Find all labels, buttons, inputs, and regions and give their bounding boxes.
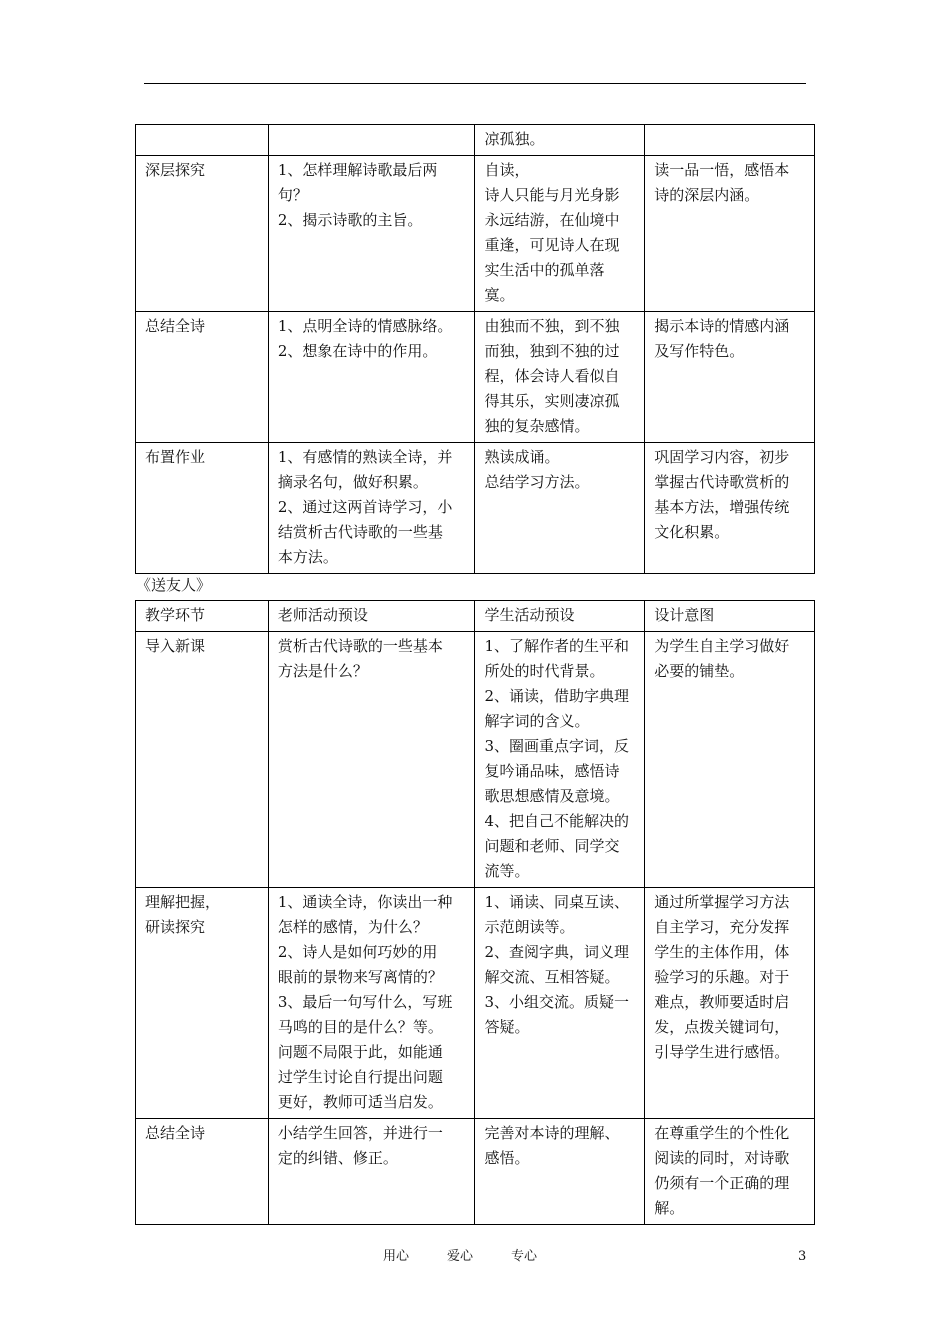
- table-cell: [268, 125, 475, 156]
- table-cell: 巩固学习内容，初步 掌握古代诗歌赏析的 基本方法，增强传统 文化积累。: [645, 443, 815, 574]
- table-cell: 赏析古代诗歌的一些基本 方法是什么？: [268, 632, 475, 888]
- table-cell: 1、诵读、同桌互读、 示范朗读等。 2、查阅字典，词义理 解交流、互相答疑。 3、小组交流。质疑一 答疑。: [475, 888, 645, 1119]
- lesson-plan-table-continued: [135, 124, 815, 574]
- table-cell: 布置作业: [136, 443, 269, 574]
- footer-motto-3: 专心: [511, 1249, 538, 1264]
- table-cell: 读一品一悟，感悟本 诗的深层内涵。: [645, 156, 815, 312]
- table-cell: 深层探究: [136, 156, 269, 312]
- table2-body: [136, 632, 815, 1225]
- table-cell: 1、怎样理解诗歌最后两 句？ 2、揭示诗歌的主旨。: [268, 156, 475, 312]
- table-row: [136, 1119, 815, 1225]
- table2-header: [136, 601, 815, 632]
- table-cell: 理解把握， 研读探究: [136, 888, 269, 1119]
- table1-body: [136, 125, 815, 574]
- header-cell-intent: 设计意图: [645, 601, 815, 632]
- table-cell: 凉孤独。: [475, 125, 645, 156]
- table-cell: 在尊重学生的个性化 阅读的同时，对诗歌 仍须有一个正确的理 解。: [645, 1119, 815, 1225]
- table-cell: 总结全诗: [136, 1119, 269, 1225]
- table-cell: 揭示本诗的情感内涵 及写作特色。: [645, 312, 815, 443]
- table-cell: 熟读成诵。 总结学习方法。: [475, 443, 645, 574]
- table-cell: 完善对本诗的理解、 感悟。: [475, 1119, 645, 1225]
- header-cell-teacher: 老师活动预设: [268, 601, 475, 632]
- header-cell-stage: 教学环节: [136, 601, 269, 632]
- table-cell: 导入新课: [136, 632, 269, 888]
- table-cell: 总结全诗: [136, 312, 269, 443]
- footer-motto-2: 爱心: [447, 1249, 474, 1264]
- section-title: 《送友人》: [136, 576, 212, 594]
- table-row: [136, 888, 815, 1119]
- table-row: [136, 312, 815, 443]
- header-cell-student: 学生活动预设: [475, 601, 645, 632]
- table-cell: 自读， 诗人只能与月光身影 永远结游，在仙境中 重逢，可见诗人在现 实生活中的孤单落 寞。: [475, 156, 645, 312]
- header-rule: [144, 83, 806, 84]
- footer-motto-1: 用心: [383, 1249, 410, 1264]
- table-cell: [645, 125, 815, 156]
- table-cell: 为学生自主学习做好 必要的铺垫。: [645, 632, 815, 888]
- table-cell: 通过所掌握学习方法 自主学习，充分发挥 学生的主体作用，体 验学习的乐趣。对于 难点，教师要适时启 发，点拨关键词句， 引导学生进行感悟。: [645, 888, 815, 1119]
- table-row: [136, 125, 815, 156]
- table-header-row: [136, 601, 815, 632]
- table-cell: 1、了解作者的生平和 所处的时代背景。 2、诵读，借助字典理 解字词的含义。 3、圈画重点字词，反 复吟诵品味，感悟诗 歌思想感情及意境。 4、把自己不能解决的 问题和老师、同学交 流等。: [475, 632, 645, 888]
- table-cell: 1、有感情的熟读全诗，并 摘录名句，做好积累。 2、通过这两首诗学习，小 结赏析古代诗歌的一些基 本方法。: [268, 443, 475, 574]
- table-row: [136, 632, 815, 888]
- table-row: [136, 156, 815, 312]
- table-row: [136, 443, 815, 574]
- lesson-plan-table-songyouren: [135, 600, 815, 1225]
- page-number: 3: [798, 1249, 807, 1264]
- table-cell: 1、通读全诗，你读出一种 怎样的感情，为什么？ 2、诗人是如何巧妙的用 眼前的景物来写离情的？ 3、最后一句写什么，写班 马鸣的目的是什么？等。 问题不局限于此，如能通 过学生讨论自行提出问题 更好，教师可适当启发。: [268, 888, 475, 1119]
- table-cell: [136, 125, 269, 156]
- table-cell: 小结学生回答，并进行一 定的纠错、修正。: [268, 1119, 475, 1225]
- table-cell: 1、点明全诗的情感脉络。 2、想象在诗中的作用。: [268, 312, 475, 443]
- table-cell: 由独而不独，到不独 而独，独到不独的过 程，体会诗人看似自 得其乐，实则凄凉孤 独的复杂感情。: [475, 312, 645, 443]
